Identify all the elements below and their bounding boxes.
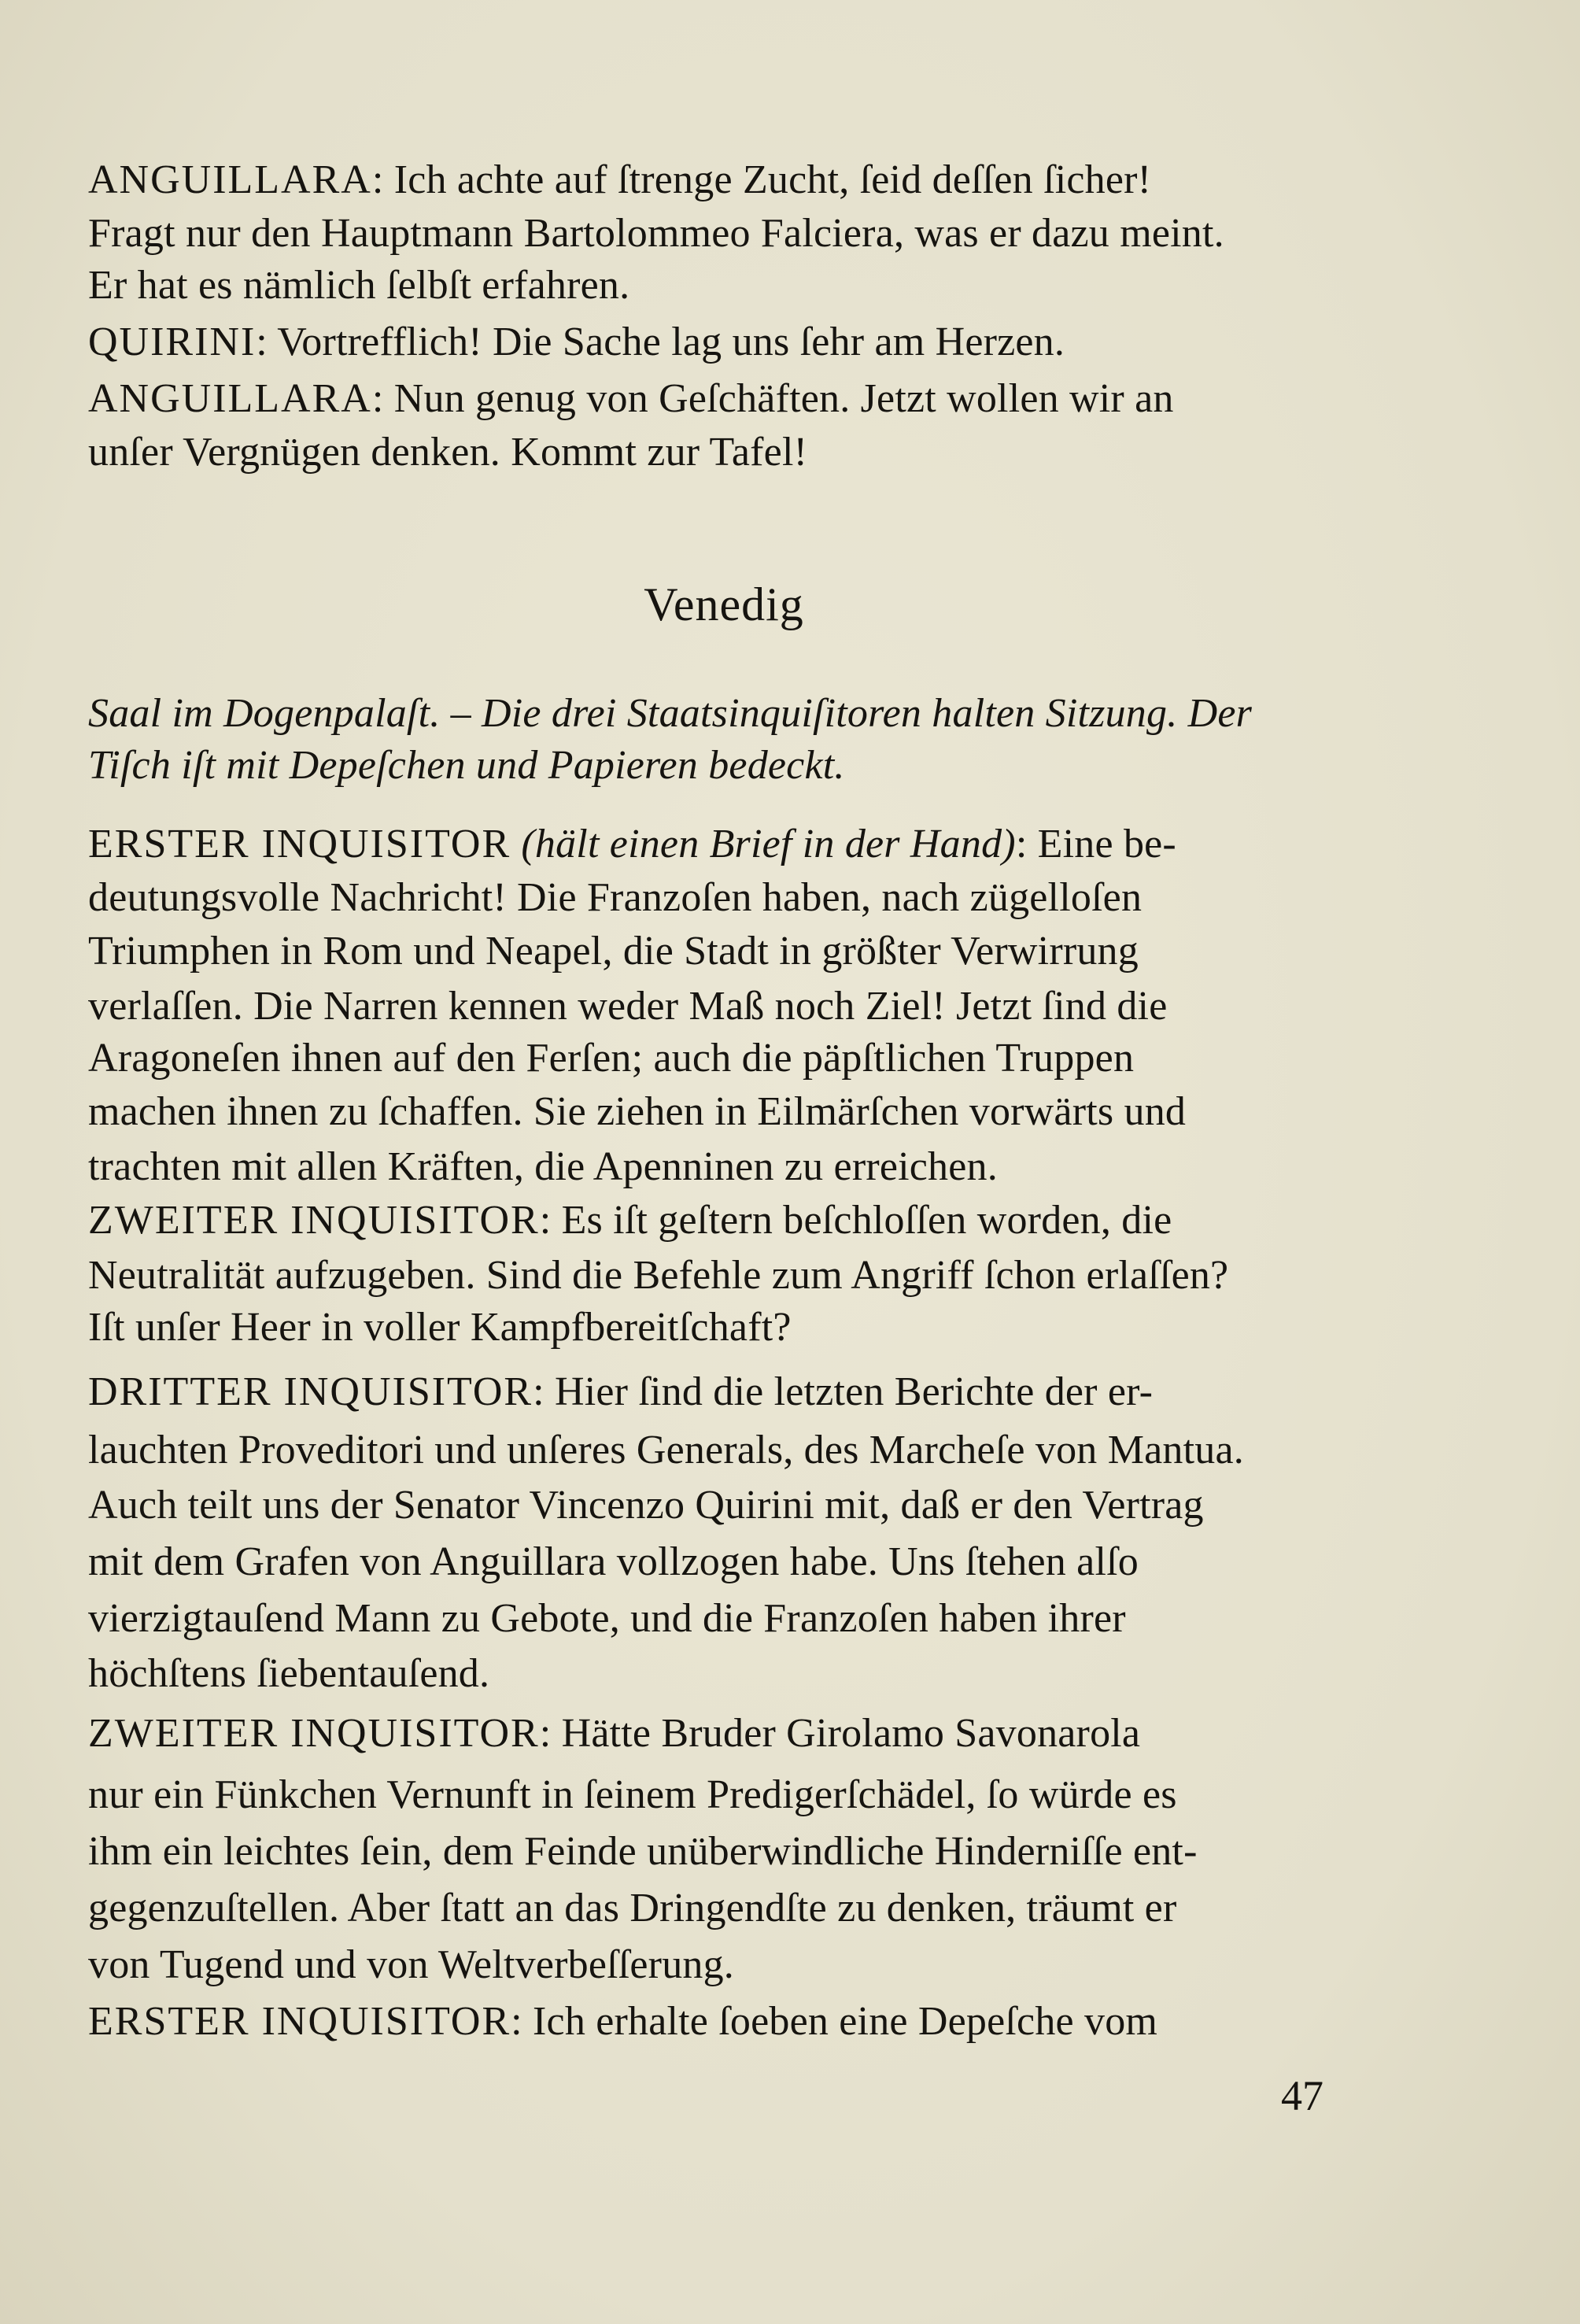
speaker-name: QUIRINI bbox=[88, 320, 257, 364]
text-line: trachten mit allen Kräften, die Apenninen zu erreichen. bbox=[88, 1144, 998, 1189]
text-line: DRITTER INQUISITOR: Hier ſind die letzten Berichte der er- bbox=[88, 1369, 1154, 1414]
text-line: machen ihnen zu ſchaffen. Sie ziehen in Eilmärſchen vorwärts und bbox=[88, 1089, 1187, 1134]
text-line: Iſt unſer Heer in voller Kampfbereitſchaft? bbox=[88, 1305, 792, 1350]
text-line: ANGUILLARA: Ich achte auf ſtrenge Zucht, ſeid deſſen ſicher! bbox=[88, 157, 1152, 202]
speaker-name: ZWEITER INQUISITOR bbox=[88, 1711, 540, 1756]
speaker-name: ERSTER INQUISITOR bbox=[88, 822, 511, 866]
text-line: Auch teilt uns der Senator Vincenzo Quirini mit, daß er den Vertrag bbox=[88, 1483, 1204, 1528]
speaker-name: ZWEITER INQUISITOR bbox=[88, 1198, 540, 1243]
stage-direction-inline: (hält einen Brief in der Hand) bbox=[521, 822, 1016, 866]
text-line: Neutralität aufzugeben. Sind die Befehle zum Angriff ſchon erlaſſen? bbox=[88, 1253, 1229, 1298]
text-line: nur ein Fünkchen Vernunft in ſeinem Predigerſchädel, ſo würde es bbox=[88, 1772, 1177, 1817]
text-line: gegenzuſtellen. Aber ſtatt an das Dringendſte zu denken, träumt er bbox=[88, 1886, 1177, 1931]
text-line: deutungsvolle Nachricht! Die Franzoſen haben, nach zügelloſen bbox=[88, 875, 1143, 920]
text-line: ANGUILLARA: Nun genug von Geſchäften. Jetzt wollen wir an bbox=[88, 376, 1174, 421]
text-line: Aragoneſen ihnen auf den Ferſen; auch die päpſtlichen Truppen bbox=[88, 1036, 1135, 1081]
text-line: ZWEITER INQUISITOR: Es iſt geſtern beſchloſſen worden, die bbox=[88, 1198, 1172, 1243]
text-line: ERSTER INQUISITOR (hält einen Brief in der Hand): Eine be- bbox=[88, 822, 1176, 866]
text-line: ZWEITER INQUISITOR: Hätte Bruder Girolamo Savonarola bbox=[88, 1711, 1141, 1756]
stage-direction-line: Saal im Dogenpalaſt. – Die drei Staatsinquiſitoren halten Sitzung. Der bbox=[88, 691, 1253, 736]
text-line: ERSTER INQUISITOR: Ich erhalte ſoeben eine Depeſche vom bbox=[88, 1999, 1158, 2044]
speaker-name: ERSTER INQUISITOR bbox=[88, 1999, 511, 2044]
section-heading: Venedig bbox=[644, 578, 804, 630]
text-line: lauchten Proveditori und unſeres Generals, des Marcheſe von Mantua. bbox=[88, 1428, 1244, 1472]
speaker-name: DRITTER INQUISITOR bbox=[88, 1369, 533, 1414]
text-line: ihm ein leichtes ſein, dem Feinde unüberwindliche Hinderniſſe ent- bbox=[88, 1829, 1198, 1874]
text-line: von Tugend und von Weltverbeſſerung. bbox=[88, 1942, 734, 1987]
text-line: mit dem Grafen von Anguillara vollzogen habe. Uns ſtehen alſo bbox=[88, 1539, 1139, 1584]
stage-direction-line: Tiſch iſt mit Depeſchen und Papieren bedeckt. bbox=[88, 743, 845, 788]
speaker-name: ANGUILLARA bbox=[88, 376, 372, 421]
text-line: Triumphen in Rom und Neapel, die Stadt in größter Verwirrung bbox=[88, 929, 1139, 974]
page-number: 47 bbox=[1281, 2072, 1323, 2119]
text-line: verlaſſen. Die Narren kennen weder Maß noch Ziel! Jetzt ſind die bbox=[88, 984, 1168, 1029]
text-line: Fragt nur den Hauptmann Bartolommeo Falciera, was er dazu meint. bbox=[88, 211, 1224, 256]
text-line: Er hat es nämlich ſelbſt erfahren. bbox=[88, 263, 630, 308]
text-line: vierzigtauſend Mann zu Gebote, und die Franzoſen haben ihrer bbox=[88, 1596, 1126, 1641]
text-line: QUIRINI: Vortrefflich! Die Sache lag uns ſehr am Herzen. bbox=[88, 320, 1065, 364]
text-line: höchſtens ſiebentauſend. bbox=[88, 1651, 490, 1696]
text-line: unſer Vergnügen denken. Kommt zur Tafel! bbox=[88, 430, 808, 475]
speaker-name: ANGUILLARA bbox=[88, 157, 372, 202]
